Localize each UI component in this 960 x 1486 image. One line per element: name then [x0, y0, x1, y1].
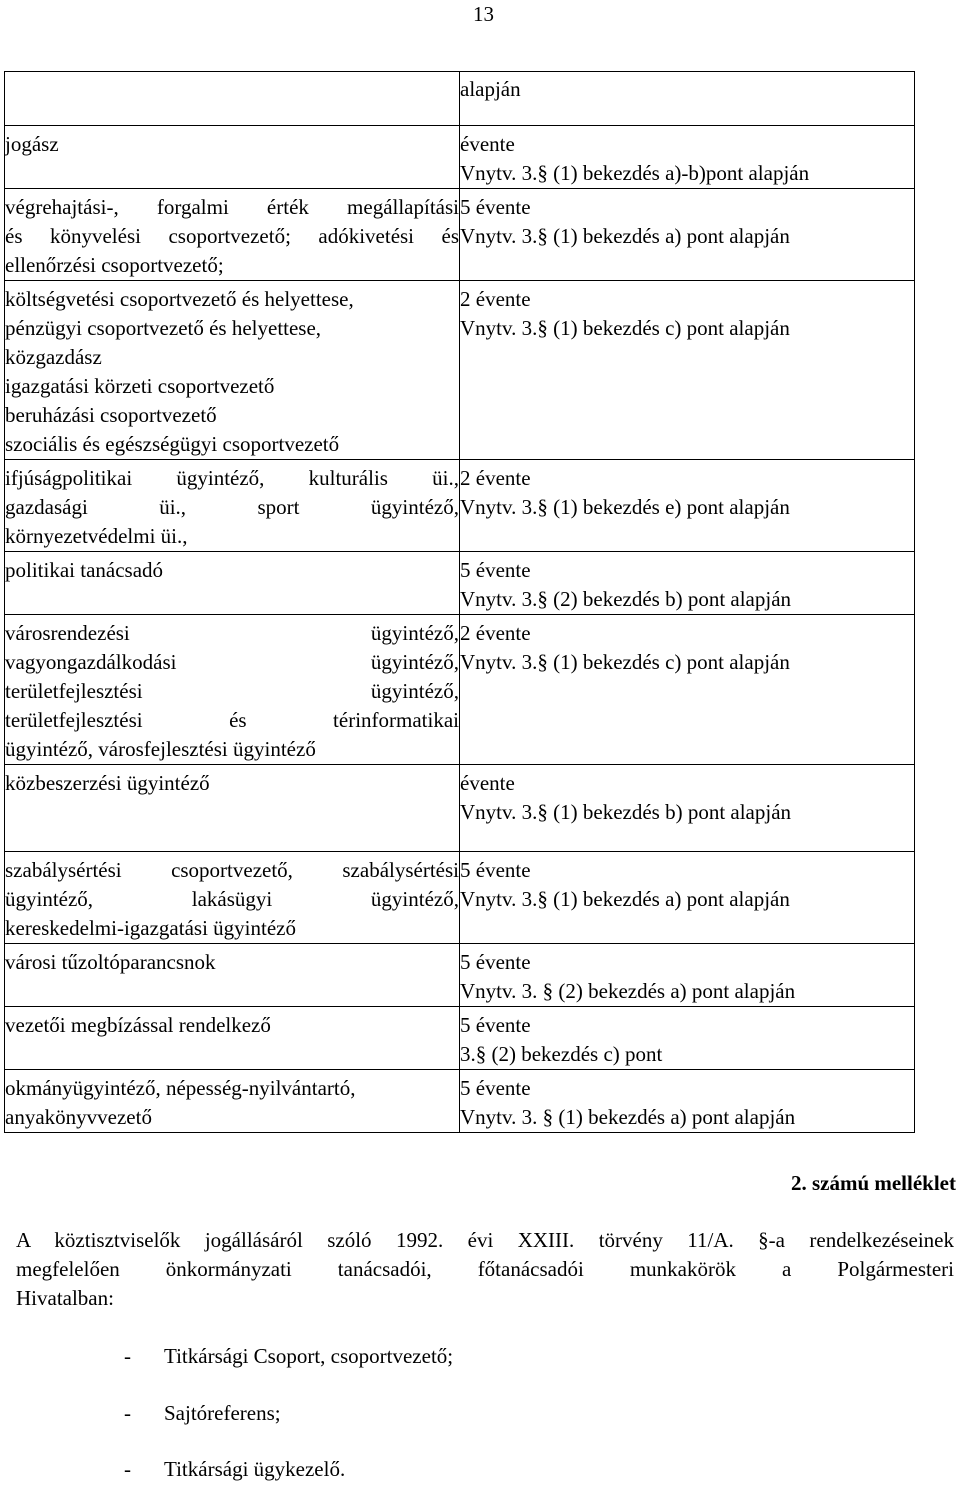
table-row — [5, 1070, 915, 1133]
position-line: politikai tanácsadó — [5, 558, 164, 582]
table-row — [5, 615, 915, 765]
requirement-line: 5 évente — [460, 950, 531, 974]
position-line: beruházási csoportvezető — [5, 403, 217, 427]
requirement-line: 2 évente — [460, 466, 531, 490]
requirement-cell — [460, 72, 915, 126]
table-row — [5, 460, 915, 552]
requirement-line: 5 évente — [460, 195, 531, 219]
requirement-line: 5 évente — [460, 1076, 531, 1100]
requirement-cell — [460, 615, 915, 765]
position-cell — [5, 615, 460, 765]
position-line: ellenőrzési csoportvezető; — [5, 253, 224, 277]
requirement-line: 5 évente — [460, 1013, 531, 1037]
position-line: területfejlesztési ügyintéző, — [5, 679, 459, 703]
position-line: közbeszerzési ügyintéző — [5, 771, 210, 795]
position-cell — [5, 1070, 460, 1133]
requirement-cell — [460, 189, 915, 281]
position-line: ügyintéző, városfejlesztési ügyintéző — [5, 737, 316, 761]
requirement-cell — [460, 126, 915, 189]
position-line: ügyintéző, lakásügyi ügyintéző, — [5, 887, 459, 911]
table-row — [5, 765, 915, 852]
requirement-cell — [460, 281, 915, 460]
position-line: jogász — [5, 132, 59, 156]
position-line: szabálysértési csoportvezető, szabálysértési — [5, 858, 459, 882]
list-item — [124, 1399, 281, 1428]
requirement-line: Vnytv. 3.§ (1) bekezdés a)-b)pont alapján — [460, 161, 810, 185]
position-cell — [5, 944, 460, 1007]
position-line: közgazdász — [5, 345, 102, 369]
requirements-table — [4, 71, 915, 1133]
requirement-line: Vnytv. 3.§ (1) bekezdés a) pont alapján — [460, 887, 790, 911]
requirement-line: 2 évente — [460, 287, 531, 311]
position-cell — [5, 72, 460, 126]
table-row — [5, 72, 915, 126]
position-line: területfejlesztési és térinformatikai — [5, 708, 459, 732]
position-cell — [5, 852, 460, 944]
annex-intro-line: A köztisztviselők jogállásáról szóló 1992. évi XXIII. törvény 11/A. §-a rendelkezéseinek — [16, 1228, 954, 1252]
list-item-text: Titkársági ügykezelő. — [164, 1457, 346, 1481]
annex-intro — [16, 1226, 954, 1313]
requirement-line: Vnytv. 3.§ (1) bekezdés c) pont alapján — [460, 316, 790, 340]
position-line: anyakönyvvezető — [5, 1105, 152, 1129]
annex-intro-line: Hivatalban: — [16, 1286, 114, 1310]
position-cell — [5, 126, 460, 189]
annex-title: 2. számú melléklet — [790, 1171, 956, 1195]
table-row — [5, 552, 915, 615]
position-line: ifjúságpolitikai ügyintéző, kulturális üi., — [5, 466, 459, 490]
table-row — [5, 281, 915, 460]
list-dash: - — [124, 1401, 131, 1425]
position-line: környezetvédelmi üi., — [5, 524, 188, 548]
position-line: pénzügyi csoportvezető és helyettese, — [5, 316, 322, 340]
requirement-cell — [460, 552, 915, 615]
requirement-line: alapján — [460, 77, 521, 101]
position-line: városi tűzoltóparancsnok — [5, 950, 216, 974]
position-cell — [5, 460, 460, 552]
table-row — [5, 126, 915, 189]
position-line: vezetői megbízással rendelkező — [5, 1013, 271, 1037]
requirement-cell — [460, 852, 915, 944]
requirement-line: 3.§ (2) bekezdés c) pont — [460, 1042, 663, 1066]
list-item — [124, 1455, 345, 1484]
position-line: okmányügyintéző, népesség-nyilvántartó, — [5, 1076, 356, 1100]
requirement-line: Vnytv. 3.§ (1) bekezdés c) pont alapján — [460, 650, 790, 674]
position-line: igazgatási körzeti csoportvezető — [5, 374, 275, 398]
list-dash: - — [124, 1457, 131, 1481]
table-row — [5, 944, 915, 1007]
table-row — [5, 189, 915, 281]
position-cell — [5, 281, 460, 460]
requirement-cell — [460, 460, 915, 552]
list-item-text: Titkársági Csoport, csoportvezető; — [164, 1344, 454, 1368]
position-cell — [5, 1007, 460, 1070]
position-line: kereskedelmi-igazgatási ügyintéző — [5, 916, 296, 940]
requirement-cell — [460, 765, 915, 852]
position-cell — [5, 552, 460, 615]
requirement-cell — [460, 1070, 915, 1133]
list-item — [124, 1342, 453, 1371]
position-line: végrehajtási-, forgalmi érték megállapítási — [5, 195, 459, 219]
table-row — [5, 1007, 915, 1070]
requirement-line: Vnytv. 3.§ (1) bekezdés e) pont alapján — [460, 495, 790, 519]
requirement-line: 5 évente — [460, 858, 531, 882]
position-line: vagyongazdálkodási ügyintéző, — [5, 650, 459, 674]
list-item-text: Sajtóreferens; — [164, 1401, 281, 1425]
requirement-cell — [460, 1007, 915, 1070]
requirement-cell — [460, 944, 915, 1007]
position-cell — [5, 765, 460, 852]
requirement-line: évente — [460, 132, 515, 156]
annex-intro-line: megfelelően önkormányzati tanácsadói, főtanácsadói munkakörök a Polgármesteri — [16, 1257, 954, 1281]
requirement-line: Vnytv. 3.§ (1) bekezdés a) pont alapján — [460, 224, 790, 248]
position-line: szociális és egészségügyi csoportvezető — [5, 432, 340, 456]
list-dash: - — [124, 1344, 131, 1368]
position-line: gazdasági üi., sport ügyintéző, — [5, 495, 459, 519]
position-cell — [5, 189, 460, 281]
page-number: 13 — [473, 2, 494, 26]
table-row — [5, 852, 915, 944]
position-line: városrendezési ügyintéző, — [5, 621, 459, 645]
requirement-line: Vnytv. 3.§ (1) bekezdés b) pont alapján — [460, 800, 792, 824]
requirement-line: Vnytv. 3. § (2) bekezdés a) pont alapján — [460, 979, 796, 1003]
position-line: és könyvelési csoportvezető; adókivetési és — [5, 224, 459, 248]
requirement-line: 2 évente — [460, 621, 531, 645]
requirement-line: évente — [460, 771, 515, 795]
position-line: költségvetési csoportvezető és helyettese, — [5, 287, 354, 311]
requirement-line: Vnytv. 3. § (1) bekezdés a) pont alapján — [460, 1105, 796, 1129]
requirement-line: 5 évente — [460, 558, 531, 582]
requirement-line: Vnytv. 3.§ (2) bekezdés b) pont alapján — [460, 587, 792, 611]
